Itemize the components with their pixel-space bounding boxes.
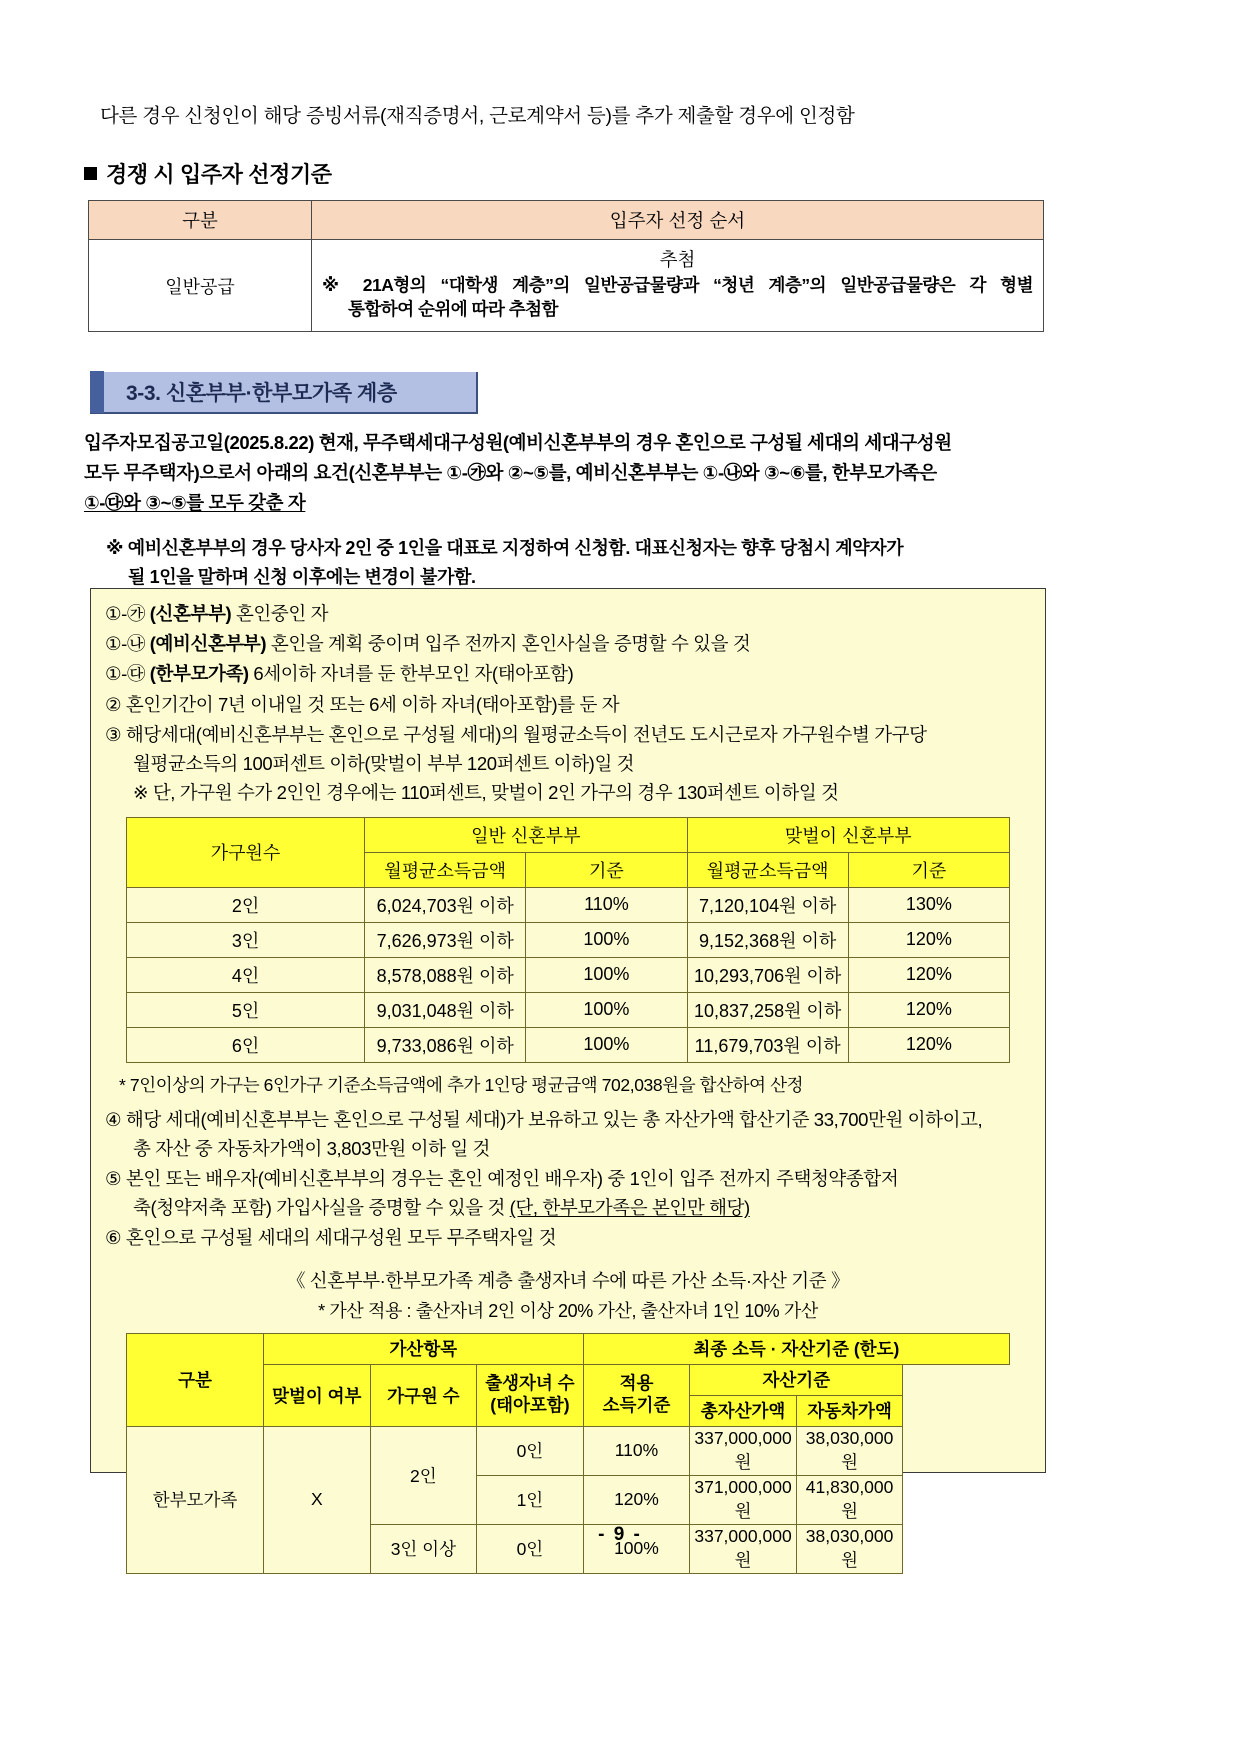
intro-line-3-text: ①-㉰와 ③~⑤를 모두 갖춘 자 [84, 491, 306, 513]
income-header-household: 가구원수 [127, 817, 365, 887]
intro-line-1 [84, 428, 1044, 458]
cell-children: 0인 [477, 1524, 584, 1573]
page-number: - 9 - [598, 1524, 642, 1545]
cell-normal-amount: 7,626,973원 이하 [365, 922, 526, 957]
cell-income: 110% [583, 1426, 690, 1475]
intro-note-line-2: 될 1인을 말하며 신청 이후에는 변경이 불가함. [128, 566, 476, 587]
cell-household: 5인 [127, 992, 365, 1027]
requirement-item-3-line3: ※ 단, 가구원 수가 2인인 경우에는 110퍼센트, 맞벌이 2인 가구의 경우 130퍼센트 이하일 것 [133, 782, 839, 804]
table-row [127, 922, 1010, 957]
requirement-marker: ①-㉯ [105, 633, 146, 655]
bonus-header-asset-group: 자산기준 [690, 1364, 903, 1395]
intro-note-line-1: ※ 예비신혼부부의 경우 당사자 2인 중 1인을 대표로 지정하여 신청함. 대표신청자는 향후 당첨시 계약자가 [106, 538, 904, 558]
bonus-header-children-line2: (태아포함) [490, 1395, 570, 1416]
bonus-header-asset-total: 총자산가액 [690, 1395, 797, 1426]
intro-line-2 [84, 458, 1044, 488]
order-note-line2: 통합하여 순위에 따라 추첨함 [348, 299, 558, 319]
requirement-text: 혼인을 계획 중이며 입주 전까지 혼인사실을 증명할 수 있을 것 [266, 633, 751, 655]
cell-dual-basis: 120% [848, 922, 1009, 957]
cell-dual-basis: 120% [848, 957, 1009, 992]
bonus-header-income-line1: 적용 [619, 1373, 654, 1394]
cell-household: 2인 [127, 887, 365, 922]
cell-household: 2인 [370, 1426, 477, 1524]
bonus-header-income-line2: 소득기준 [602, 1395, 671, 1416]
requirement-item-1c [105, 659, 1031, 688]
cell-dual-yn: X [264, 1426, 371, 1573]
requirement-label: (예비신혼부부) [149, 633, 267, 655]
table-header-row [89, 201, 1044, 240]
cell-dual-basis: 120% [848, 1027, 1009, 1062]
cell-order [312, 240, 1044, 332]
intro-line-3 [84, 488, 1044, 518]
black-square-bullet-icon [84, 167, 97, 180]
selection-criteria-table [88, 200, 1044, 332]
bonus-caption-note: * 가산 적용 : 출산자녀 2인 이상 20% 가산, 출산자녀 1인 10% 가산 [318, 1300, 818, 1321]
cell-dual-amount: 11,679,703원 이하 [687, 1027, 848, 1062]
requirement-item-3-line1: ③ 해당세대(예비신혼부부는 혼인으로 구성될 세대)의 월평균소득이 전년도 도시근로자 가구원수별 가구당 [105, 723, 927, 745]
top-paragraph: 다른 경우 신청인이 해당 증빙서류(재직증명서, 근로계약서 등)를 추가 제출할 경우에 인정함 [100, 105, 855, 127]
requirement-marker: ② [105, 693, 122, 715]
section-banner-title: 3-3. 신혼부부·한부모가족 계층 [126, 382, 397, 405]
income-header-normal-basis: 기준 [526, 852, 687, 887]
cell-household: 6인 [127, 1027, 365, 1062]
banner-accent-bar [90, 371, 104, 413]
cell-dual-amount: 9,152,368원 이하 [687, 922, 848, 957]
bonus-header-children [477, 1364, 584, 1426]
cell-income: 120% [583, 1475, 690, 1524]
bonus-header-children-line1: 출생자녀 수 [485, 1373, 575, 1394]
intro-paragraph [84, 428, 1044, 518]
intro-line-2-text: 모두 무주택자)으로서 아래의 요건(신혼부부는 ①-㉮와 ②~⑤를, 예비신혼부부는 ①-㉯와 ③~⑥를, 한부모가족은 [84, 461, 937, 483]
bonus-header-dual-yn: 맞벌이 여부 [264, 1364, 371, 1426]
bonus-header-asset-car: 자동차가액 [796, 1395, 903, 1426]
requirement-item-4 [105, 1105, 1031, 1163]
intro-note [106, 534, 1046, 592]
cell-asset-car: 38,030,000원 [796, 1524, 903, 1573]
cell-asset-total: 337,000,000원 [690, 1524, 797, 1573]
requirement-item-1b [105, 629, 1031, 658]
section-heading-selection-label: 경쟁 시 입주자 선정기준 [106, 162, 332, 187]
header-gubun: 구분 [89, 201, 312, 240]
cell-asset-total: 371,000,000원 [690, 1475, 797, 1524]
requirement-label: (신혼부부) [149, 603, 232, 624]
cell-normal-basis: 110% [526, 887, 687, 922]
requirement-item-5-line1: ⑤ 본인 또는 배우자(예비신혼부부의 경우는 혼인 예정인 배우자) 중 1인이 입주 전까지 주택청약종합저 [105, 1167, 899, 1189]
cell-household: 3인 [127, 922, 365, 957]
bonus-header-income [583, 1364, 690, 1426]
table-row [127, 1426, 1010, 1475]
requirement-text: 혼인기간이 7년 이내일 것 또는 6세 이하 자녀(태아포함)를 둔 자 [121, 693, 620, 715]
requirement-label: (한부모가족) [149, 663, 249, 685]
table-row [127, 957, 1010, 992]
requirement-item-5 [105, 1164, 1031, 1222]
requirement-item-2 [105, 690, 1031, 719]
income-header-group-normal: 일반 신혼부부 [365, 817, 687, 852]
cell-normal-basis: 100% [526, 922, 687, 957]
table-row [127, 1027, 1010, 1062]
cell-asset-total: 337,000,000원 [690, 1426, 797, 1475]
requirement-item-4-line2: 총 자산 중 자동차가액이 3,803만원 이하 일 것 [133, 1137, 491, 1159]
section-banner-3-3 [90, 372, 478, 414]
table-row [127, 887, 1010, 922]
cell-normal-basis: 100% [526, 992, 687, 1027]
income-header-group-dual: 맞벌이 신혼부부 [687, 817, 1009, 852]
requirement-text: 혼인중인 자 [231, 603, 329, 624]
bonus-header-gubun: 구분 [127, 1333, 264, 1426]
requirement-item-5-line2-underlined: (단, 한부모가족은 본인만 해당) [509, 1197, 750, 1219]
intro-line-1-text: 입주자모집공고일(2025.8.22) 현재, 무주택세대구성원(예비신혼부부의 경우 혼인으로 구성될 세대의 세대구성원 [84, 432, 952, 453]
cell-asset-car: 41,830,000원 [796, 1475, 903, 1524]
cell-gubun: 한부모가족 [127, 1426, 264, 1573]
order-note-line1: ※ 21A형의 “대학생 계층”의 일반공급물량과 “청년 계층”의 일반공급물량은 각 형별 [322, 275, 1033, 296]
requirement-item-3 [105, 720, 1031, 808]
requirement-item-3-line2: 월평균소득의 100퍼센트 이하(맞벌이 부부 120퍼센트 이하)일 것 [133, 753, 635, 775]
requirement-marker: ①-㉮ [105, 603, 146, 624]
cell-normal-amount: 6,024,703원 이하 [365, 887, 526, 922]
cell-normal-amount: 8,578,088원 이하 [365, 957, 526, 992]
cell-dual-amount: 10,837,258원 이하 [687, 992, 848, 1027]
cell-normal-amount: 9,733,086원 이하 [365, 1027, 526, 1062]
table-row [127, 992, 1010, 1027]
order-main-text: 추첨 [659, 249, 696, 271]
bonus-header-group-bonus: 가산항목 [264, 1333, 584, 1364]
requirement-item-1a [105, 599, 1031, 628]
section-heading-selection [84, 158, 332, 189]
income-table-footnote: * 7인이상의 가구는 6인가구 기준소득금액에 추가 1인당 평균금액 702,038원을 합산하여 산정 [119, 1074, 804, 1095]
cell-income: 100% [583, 1524, 690, 1573]
requirements-box [90, 588, 1046, 1570]
order-note [322, 274, 1033, 321]
requirement-item-6: ⑥ 혼인으로 구성될 세대의 세대구성원 모두 무주택자일 것 [105, 1227, 557, 1249]
bonus-header-row-1 [127, 1333, 1010, 1364]
cell-gubun: 일반공급 [89, 240, 312, 332]
requirement-item-4-line1: ④ 해당 세대(예비신혼부부는 혼인으로 구성될 세대)가 보유하고 있는 총 자산가액 합산기준 33,700만원 이하이고, [105, 1108, 983, 1130]
bonus-header-household: 가구원 수 [370, 1364, 477, 1426]
income-header-normal-amount: 월평균소득금액 [365, 852, 526, 887]
requirement-marker: ①-㉰ [105, 663, 146, 685]
table-row [89, 240, 1044, 332]
requirement-text: 6세이하 자녀를 둔 한부모인 자(태아포함) [248, 663, 574, 685]
income-header-dual-amount: 월평균소득금액 [687, 852, 848, 887]
cell-normal-basis: 100% [526, 957, 687, 992]
income-header-dual-basis: 기준 [848, 852, 1009, 887]
cell-children: 0인 [477, 1426, 584, 1475]
cell-dual-basis: 120% [848, 992, 1009, 1027]
cell-normal-amount: 9,031,048원 이하 [365, 992, 526, 1027]
income-standard-table [126, 817, 1010, 1063]
cell-dual-amount: 10,293,706원 이하 [687, 957, 848, 992]
cell-children: 1인 [477, 1475, 584, 1524]
cell-dual-basis: 130% [848, 887, 1009, 922]
cell-household: 4인 [127, 957, 365, 992]
requirement-item-5-line2-text: 축(청약저축 포함) 가입사실을 증명할 수 있을 것 [133, 1197, 510, 1219]
bonus-caption-title: 《 신혼부부·한부모가족 계층 출생자녀 수에 따른 가산 소득·자산 기준 》 [286, 1269, 850, 1291]
cell-asset-car: 38,030,000원 [796, 1426, 903, 1475]
income-header-row-1 [127, 817, 1010, 852]
cell-normal-basis: 100% [526, 1027, 687, 1062]
header-order: 입주자 선정 순서 [312, 201, 1044, 240]
cell-household: 3인 이상 [370, 1524, 477, 1573]
bonus-header-group-final: 최종 소득 · 자산기준 (한도) [583, 1333, 1009, 1364]
requirement-item-5-line2 [105, 1193, 1031, 1222]
cell-dual-amount: 7,120,104원 이하 [687, 887, 848, 922]
